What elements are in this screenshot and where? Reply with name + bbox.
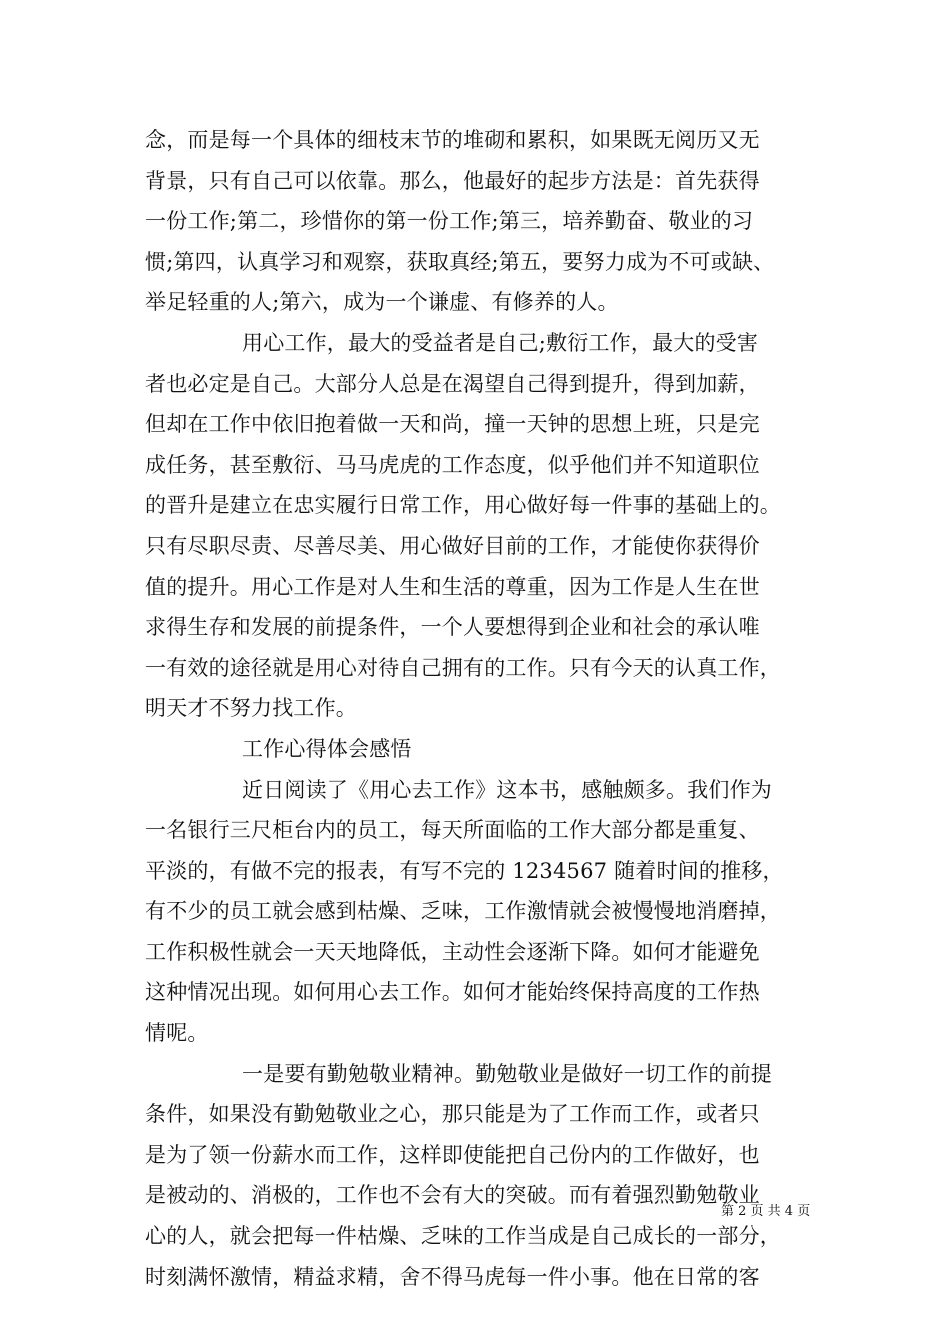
text-line: 者也必定是自己。大部分人总是在渴望自己得到提升，得到加薪， — [145, 371, 760, 396]
text-line: 念，而是每一个具体的细枝末节的堆砌和累积，如果既无阅历又无 — [145, 128, 760, 152]
text-line: 平淡的，有做不完的报表，有写不完的 1234567 随着时间的推移， — [145, 858, 784, 883]
text-line: 心的人，就会把每一件枯燥、乏味的工作当成是自己成长的一部分， — [145, 1224, 781, 1249]
text-line: 有不少的员工就会感到枯燥、乏味，工作激情就会被慢慢地消磨掉， — [145, 899, 781, 924]
text-line: 工作积极性就会一天天地降低，主动性会逐渐下降。如何才能避免 — [145, 939, 760, 964]
text-line: 一份工作;第二，珍惜你的第一份工作;第三，培养勤奋、敬业的习 — [145, 209, 754, 234]
text-line: 举足轻重的人;第六，成为一个谦虚、有修养的人。 — [145, 290, 619, 315]
text-line: 求得生存和发展的前提条件，一个人要想得到企业和社会的承认唯 — [145, 615, 760, 640]
section-heading: 工作心得体会感悟 — [242, 736, 412, 761]
text-line: 值的提升。用心工作是对人生和生活的尊重，因为工作是人生在世 — [145, 574, 760, 599]
text-line: 一名银行三尺柜台内的员工，每天所面临的工作大部分都是重复、 — [145, 818, 760, 843]
text-line: 一有效的途径就是用心对待自己拥有的工作。只有今天的认真工作， — [145, 655, 781, 680]
text-line: 明天才不努力找工作。 — [145, 696, 357, 721]
text-line: 惯;第四，认真学习和观察，获取真经;第五，要努力成为不可或缺、 — [145, 249, 775, 274]
text-line: 情呢。 — [145, 1021, 209, 1046]
body-text — [145, 120, 825, 1297]
text-line: 条件，如果没有勤勉敬业之心，那只能是为了工作而工作，或者只 — [145, 1102, 760, 1127]
text-line: 的晋升是建立在忠实履行日常工作，用心做好每一件事的基础上的。 — [145, 493, 781, 518]
text-line: 这种情况出现。如何用心去工作。如何才能始终保持高度的工作热 — [145, 980, 760, 1005]
paragraph-start: 一是要有勤勉敬业精神。勤勉敬业是做好一切工作的前提 — [242, 1061, 772, 1086]
text-line: 是为了领一份薪水而工作，这样即使能把自己份内的工作做好，也 — [145, 1142, 760, 1167]
text-line: 成任务，甚至敷衍、马马虎虎的工作态度，似乎他们并不知道职位 — [145, 452, 760, 477]
paragraph-start: 用心工作，最大的受益者是自己;敷衍工作，最大的受害 — [242, 330, 759, 355]
text-line: 背景，只有自己可以依靠。那么，他最好的起步方法是：首先获得 — [145, 168, 760, 193]
text-line: 时刻满怀激情，精益求精，舍不得马虎每一件小事。他在日常的客 — [145, 1264, 760, 1289]
page-number: 第 2 页 共 4 页 — [721, 1204, 811, 1219]
text-line: 但却在工作中依旧抱着做一天和尚，撞一天钟的思想上班，只是完 — [145, 412, 760, 437]
paragraph-start: 近日阅读了《用心去工作》这本书，感触颇多。我们作为 — [242, 777, 772, 802]
text-line: 只有尽职尽责、尽善尽美、用心做好目前的工作，才能使你获得价 — [145, 533, 760, 558]
text-line: 是被动的、消极的，工作也不会有大的突破。而有着强烈勤勉敬业 — [145, 1183, 760, 1208]
